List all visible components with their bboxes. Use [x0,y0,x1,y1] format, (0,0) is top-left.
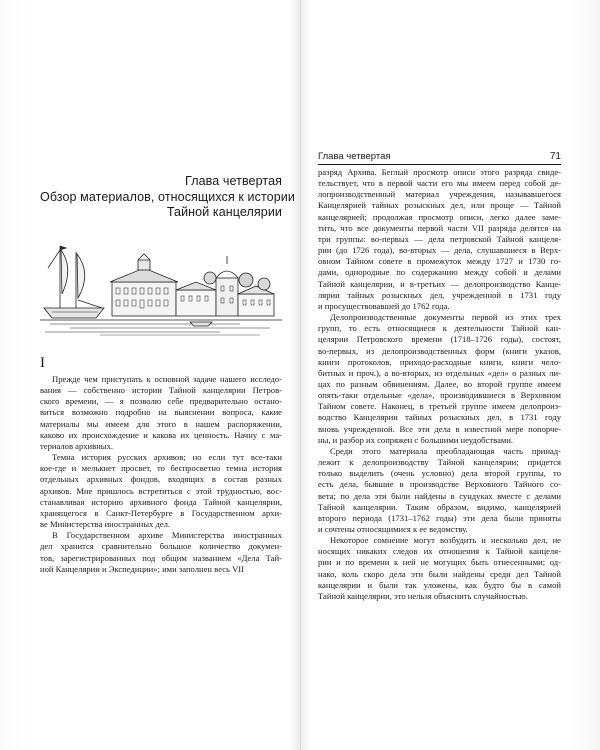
text-line: вания — собственно истории Тайной канцелярии Петров- [40,385,282,396]
text-line: и сочтены относящимися к ее ведомству. [318,524,468,534]
text-line: целярии Петровского времени (1718–1726 годы), состоят, [318,334,561,345]
text-line: ве Министерства иностранных дел. [40,519,171,530]
text-line: рии и по времени к ней не могущих быть отнесенными; од- [318,557,561,568]
palace-building-icon [110,254,178,316]
paragraph [318,312,561,446]
small-boat-icon [190,322,212,326]
text-line: лопроизводственный материал учреждения, называвшегося [318,189,561,200]
text-line: ского времени, — я позволю себе предварительно остано- [40,396,282,407]
text-line: во-первых, из делопроизводственных форм (книги указов, [318,345,561,356]
paragraph [40,374,282,452]
text-line: хранящегося в Санкт-Петербурге в Государственном архи- [40,507,282,518]
running-head-rule [318,164,561,165]
text-line: станавливая историю архивного фонда Тайной канцелярии, [40,496,282,507]
water-lines [40,320,282,335]
text-line: кое-где и мелькнет просвет, то беспросветно темна история [40,463,282,474]
right-body-text [318,167,561,602]
text-line: разряд Архива. Беглый просмотр описи этого разряда свиде- [318,167,561,177]
sailing-ship-icon [44,246,104,318]
text-line: лярии тайных розыскных дел, учрежденной в 1731 году [318,289,561,300]
text-line: В Государственном архиве Министерства иностранных [52,530,282,541]
text-line: ны, и разбор их сопряжен с большими неудобствами. [318,434,514,445]
text-line: отдельных архивных фондов, входящих в состав разных [40,474,282,485]
text-line: Прежде чем приступать к основной задаче нашего исследо- [52,374,282,384]
text-line: Тайной канцелярии, и в-третьих — делопроизводство Канце- [318,278,561,289]
text-line: овном Тайном совете в промежуток между 1727 и 1730 го- [318,256,561,267]
book-spine [300,0,301,750]
text-line: вновь учрежденной. Все эти дела в известной мере попорче- [318,423,561,434]
text-line: есть дела, бывшие в производстве Верховного Тайного со- [318,479,561,490]
text-line: материалы мы имеем для этого в нашем распоряжении, [40,418,282,429]
text-line: три группы: во-первых — дела петровской Тайной канцеля- [318,233,561,244]
text-line: лежит к делопроизводству Тайной канцелярии; придется [318,457,561,468]
text-line: Тайной канцелярии. Таким образом, видимо, канцелярией [318,501,561,512]
text-line: носящих никаких следов их отношения к Тайной канцеля- [318,546,561,557]
section-number: I [40,355,45,371]
text-line: битных и проч.), а во-вторых, из отдельных «дел» о разных ли- [318,367,561,378]
chapter-title-line: Тайной канцелярии [166,205,282,219]
paragraph [318,535,561,602]
paragraph [40,452,282,530]
text-line: Делопроизводственные документы первой из этих трех [330,312,561,323]
text-line: канцелярией; продолжая просмотр описи, легко далее заме- [318,211,561,222]
waterfront-buildings-icon [176,256,274,316]
text-line: книги протоколов, приходо-расходные книги, книги чело- [318,356,561,367]
text-line: канцелярии и были так уложены, как будто бы в самой [318,579,561,590]
right-page [318,0,561,750]
text-line: архивов. Мне пришлось встретиться с этой трудностью, вос- [40,485,282,496]
text-line: водство Канцелярии тайных розыскных дел, в 1731 году [318,412,561,423]
paragraph [40,530,282,575]
text-line: виться возможно подробно на выяснении вопроса, какие [40,407,282,418]
chapter-title-line: Обзор материалов, относящихся к истории [40,189,295,204]
text-line: Темна история русских архивов; но если тут все-таки [52,452,282,463]
text-line: опять-таки отдельные «дела», производившиеся в Верховном [318,390,561,401]
text-line: Тайной канцелярии, это нельзя объяснить случайностью. [318,590,528,601]
text-line: цах по разным обвинениям. Далее, во второй группе имеем [318,378,561,389]
text-line: Тайном совете. Наконец, в третьей группе имеем делопроиз- [318,401,561,412]
text-line: рии (до 1726 года), во-вторых — дела, слушавшиеся в Верх- [318,245,561,256]
chapter-heading [40,174,295,221]
text-line: тить, что все документы первой части VII разряда делятся на [318,222,561,233]
text-line: только выделить (очень условно) дела второй группы, то [318,468,561,479]
text-line: дел хранится сравнительно большое количество докумен- [40,541,282,552]
text-line: Некоторое сомнение могут возбудить и несколько дел, не [330,535,561,546]
text-line: тов, зарегистрированных под общим названием «Дела Тай- [40,552,282,563]
text-line: тельствует, что в первой части его мы имеем перед собой де- [318,178,561,189]
text-line: групп, то есть относящиеся к деятельности Тайной кан- [318,323,561,334]
chapter-illustration [40,238,282,336]
page-number: 71 [549,151,561,162]
text-line: Канцелярией тайных розыскных дел, или проще — Тайной [318,200,561,211]
text-line: Среди этого материала преобладающая часть принад- [330,445,561,456]
text-line: и просуществовавшей до 1762 года. [318,300,450,311]
paragraph [318,446,561,535]
text-line: вета; по дела эти были найдены в сундуках вместе с делами [318,490,561,501]
left-page [40,0,295,750]
left-body-text [40,374,282,575]
chapter-label: Глава четвертая [185,174,282,188]
text-line: второго периода (1731–1762 годы) эти дела были приняты [318,512,561,523]
text-line: нако, коль скоро дела эти были найдены среди дел Тайной [318,568,561,579]
text-line: каково их происхождение и какова их ценность. Начну с ма- [40,429,282,440]
running-head-title: Глава четвертая [318,151,391,162]
running-head [318,151,561,165]
paragraph [318,167,561,312]
text-line: териалов архивных. [40,440,114,451]
text-line: ной Канцелярии и Экспедиции»; ими заполнен весь VII [40,563,245,574]
text-line: дами, однородные по содержанию между собой и делами [318,267,561,278]
